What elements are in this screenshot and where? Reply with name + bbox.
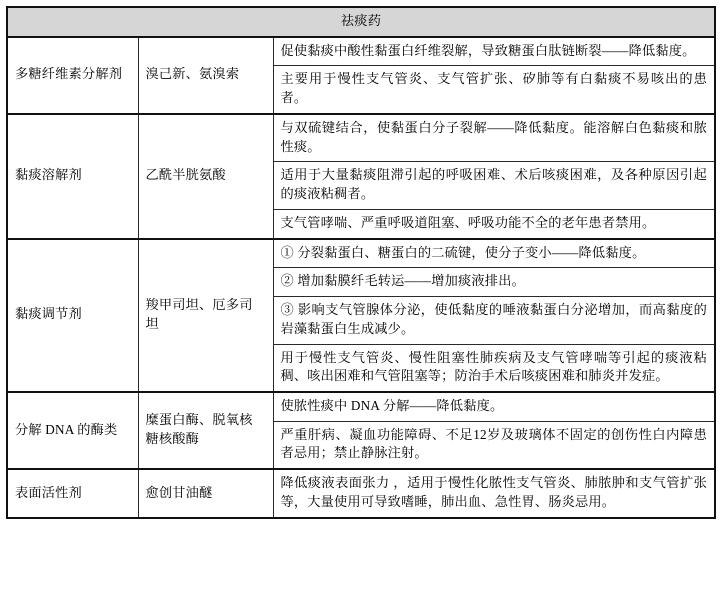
table-row (7, 114, 715, 162)
table-row (7, 239, 715, 268)
description-cell: 降低痰液表面张力 ，适用于慢性化脓性支气管炎、肺脓肿和支气管扩张等，大量使用可导致嗜睡，肺出血、急性胃、肠炎忌用。 (273, 469, 715, 517)
table-row (7, 392, 715, 421)
category-label-surfactant: 表面活性剂 (7, 469, 138, 517)
drug-names-dna-degrading-enzymes: 糜蛋白酶、脱氧核糖核酸酶 (138, 392, 273, 469)
drug-names-polysaccharide-fiber-decomposer: 溴己新、氨溴索 (138, 37, 273, 114)
drug-classification-table (6, 6, 716, 519)
description-cell: 适用于大量黏痰阻滞引起的呼吸困难、术后咳痰困难，及各种原因引起的痰液粘稠者。 (273, 162, 715, 209)
description-cell: ③ 影响支气管腺体分泌，使低黏度的唾液黏蛋白分泌增加，而高黏度的岩藻黏蛋白生成减少。 (273, 297, 715, 344)
description-cell: ② 增加黏膜纤毛转运——增加痰液排出。 (273, 268, 715, 297)
category-label-polysaccharide-fiber-decomposer: 多糖纤维素分解剂 (7, 37, 138, 114)
category-label-dna-degrading-enzymes: 分解 DNA 的酶类 (7, 392, 138, 469)
description-cell: 主要用于慢性支气管炎、支气管扩张、矽肺等有白黏痰不易咳出的患者。 (273, 66, 715, 114)
description-cell: 与双硫键结合，使黏蛋白分子裂解——降低黏度。能溶解白色黏痰和脓性痰。 (273, 114, 715, 162)
drug-names-mucolytic: 乙酰半胱氨酸 (138, 114, 273, 239)
table-row (7, 469, 715, 517)
category-label-mucolytic: 黏痰溶解剂 (7, 114, 138, 239)
description-cell: 使脓性痰中 DNA 分解——降低黏度。 (273, 392, 715, 421)
drug-names-mucoregulator: 羧甲司坦、厄多司坦 (138, 239, 273, 392)
description-cell: ① 分裂黏蛋白、糖蛋白的二硫键，使分子变小——降低黏度。 (273, 239, 715, 268)
description-cell: 促使黏痰中酸性黏蛋白纤维裂解，导致糖蛋白肽链断裂——降低黏度。 (273, 37, 715, 66)
description-cell: 支气管哮喘、严重呼吸道阻塞、呼吸功能不全的老年患者禁用。 (273, 209, 715, 238)
drug-names-surfactant: 愈创甘油醚 (138, 469, 273, 517)
description-cell: 严重肝病、凝血功能障碍、不足12岁及玻璃体不固定的创伤性白内障患者忌用；禁止静脉注射。 (273, 421, 715, 469)
table-body (7, 7, 715, 518)
page-title: 祛痰药 (7, 7, 715, 37)
table-row (7, 37, 715, 66)
description-cell: 用于慢性支气管炎、慢性阻塞性肺疾病及支气管哮喘等引起的痰液粘稠、咳出困难和气管阻塞等；防治手术后咳痰困难和肺炎并发症。 (273, 344, 715, 392)
table-title-row (7, 7, 715, 37)
category-label-mucoregulator: 黏痰调节剂 (7, 239, 138, 392)
